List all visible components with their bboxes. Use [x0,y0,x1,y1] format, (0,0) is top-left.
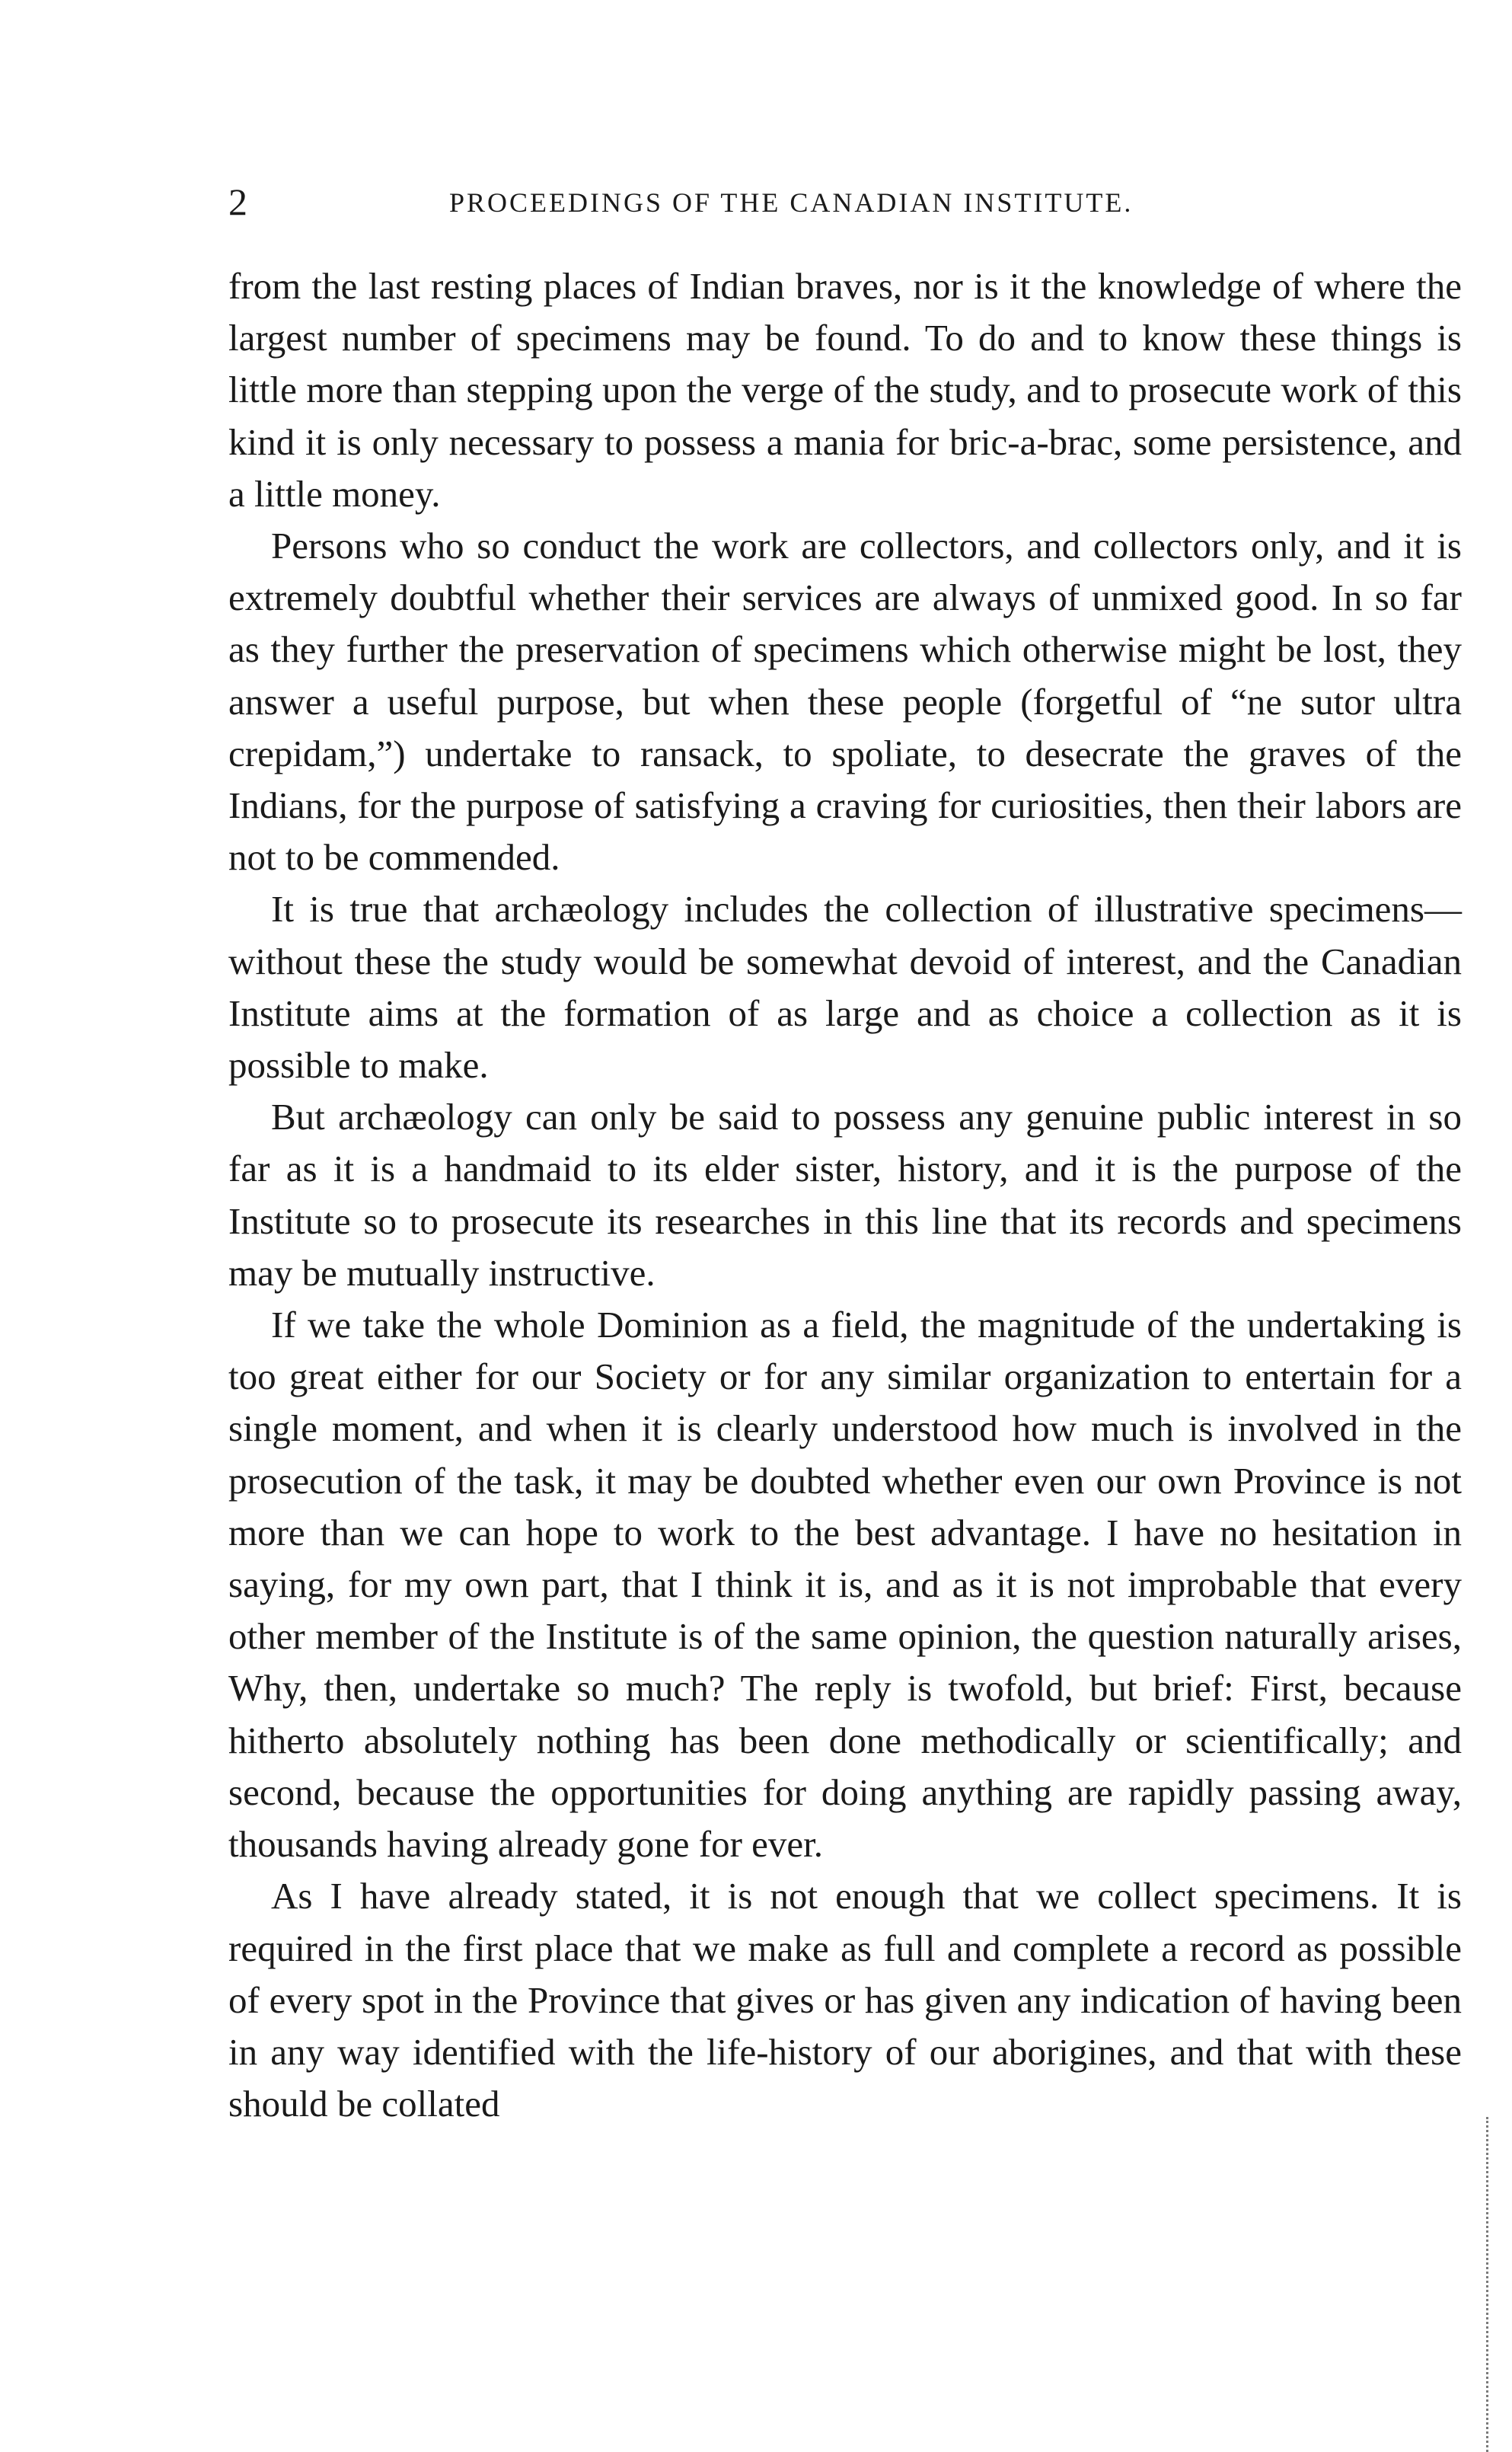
scan-edge-marks [1486,2117,1493,2452]
paragraph-5: If we take the whole Dominion as a field, the magnitude of the undertaking is too great either for our Society or for any similar organization to entertain for a single moment, and when it is clearly understood how much is involved in the prosecution of the task, it may be doubted whether even our own Province is not more than we can hope to work to the best advantage. I have no hesitation in saying, for my own part, that I think it is, and as it is not improbable that every other member of the Institute is of the same opinion, the question naturally arises, Why, then, undertake so much? The reply is twofold, but brief: First, because hitherto absolutely nothing has been done methodically or scientifically; and second, because the opportunities for doing anything are rapidly passing away, thousands having already gone for ever. [228,1304,1462,1866]
running-head: PROCEEDINGS OF THE CANADIAN INSTITUTE. [449,187,1134,218]
body-text [228,260,1462,2130]
paragraph-4: But archæology can only be said to possess any genuine public interest in so far as it is a handmaid to its elder sister, history, and it is the purpose of the Institute so to prosecute its researches in this line that its records and specimens may be mutually instructive. [228,1096,1462,1294]
paragraph-1: from the last resting places of Indian braves, nor is it the knowledge of where the largest number of specimens may be found. To do and to know these things is little more than stepping upon the verge of the study, and to prosecute work of this kind it is only necessary to possess a mania for bric-a-brac, some persistence, and a little money. [228,265,1462,515]
paragraph-3: It is true that archæology includes the collection of illustrative specimens—without these the study would be somewhat devoid of interest, and the Canadian Institute aims at the formation of as large and as choice a collection as it is possible to make. [228,888,1462,1087]
page-number: 2 [228,180,247,223]
paragraph-2: Persons who so conduct the work are collectors, and collectors only, and it is extremely doubtful whether their services are always of unmixed good. In so far as they further the preservation of specimens which otherwise might be lost, they answer a useful purpose, but when these people (forgetful of “ne sutor ultra crepidam,”) undertake to ransack, to spoliate, to desecrate the graves of the Indians, for the purpose of satisfying a craving for curiosities, then their labors are not to be commended. [228,525,1462,879]
paragraph-6: As I have already stated, it is not enough that we collect specimens. It is required in the first place that we make as full and complete a record as possible of every spot in the Province that gives or has given any indication of having been in any way identified with the life-history of our aborigines, and that with these should be collated [228,1875,1462,2125]
page-header [228,179,1462,225]
